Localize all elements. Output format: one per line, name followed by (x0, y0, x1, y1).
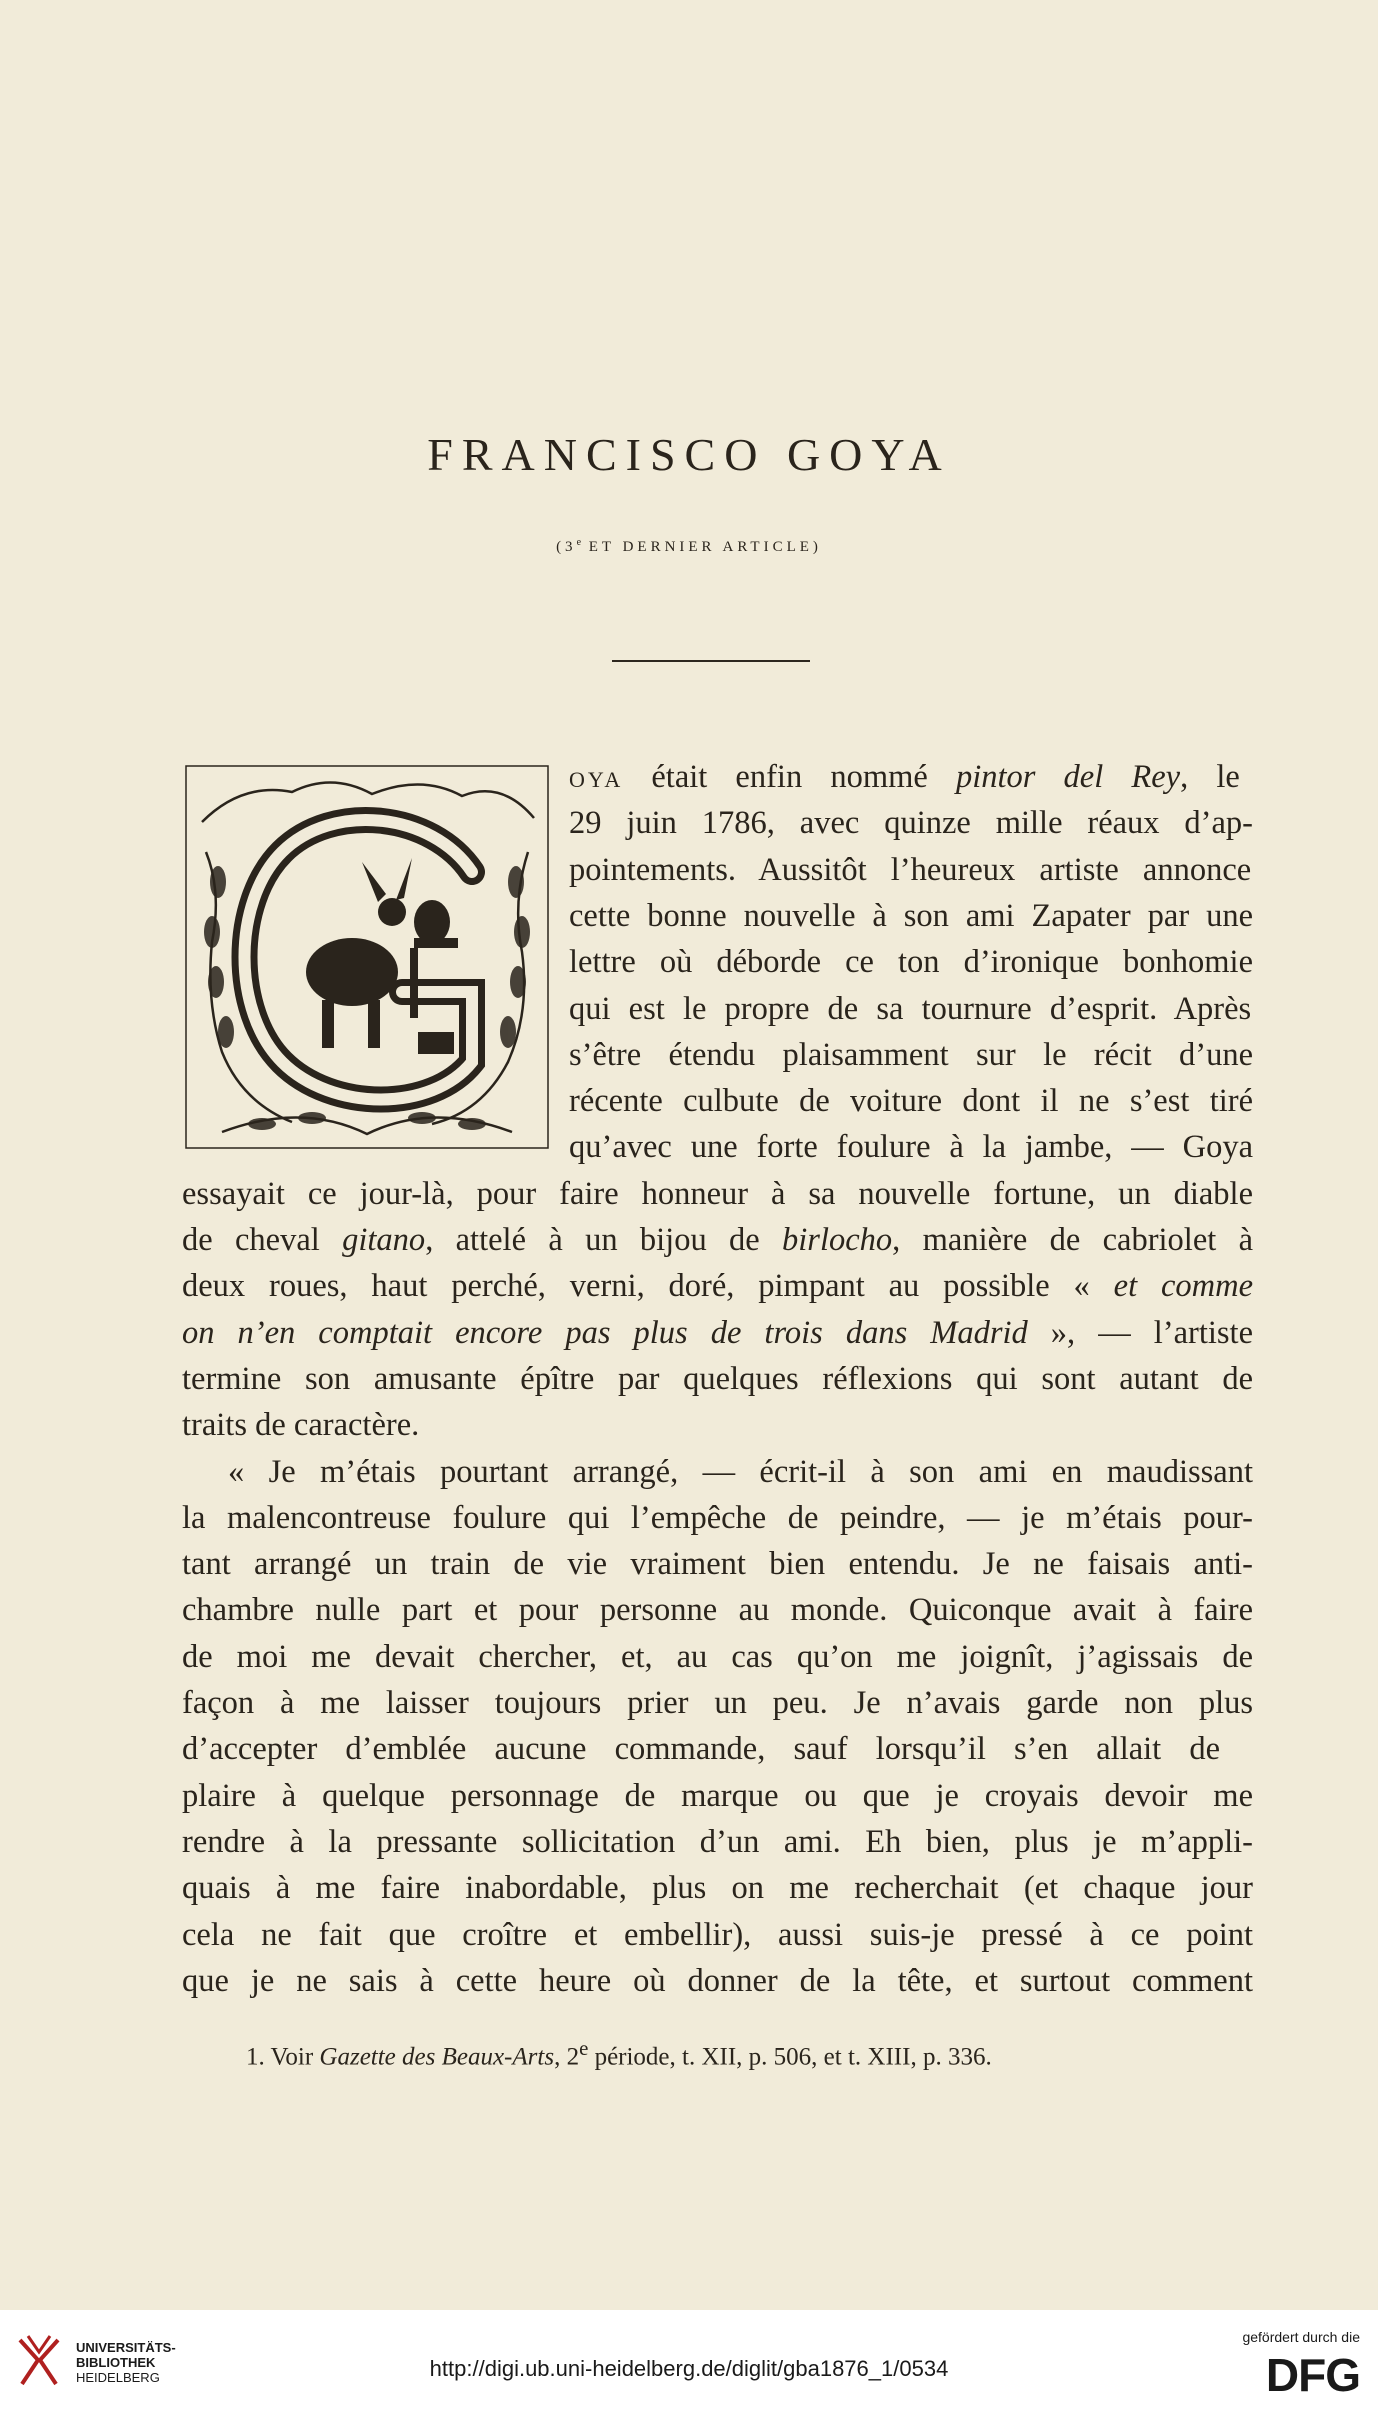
body-line (182, 1916, 1253, 1953)
body-line (182, 1360, 1253, 1397)
body-segment: qu’avec une forte foulure à la jambe, — Goya (569, 1129, 1253, 1166)
body-segment: façon à me laisser toujours prier un peu. Je n’avais garde non plus (182, 1685, 1253, 1721)
body-line (182, 1777, 1253, 1814)
body-segment: chambre nulle part et pour personne au monde. Quiconque avait à faire (182, 1592, 1253, 1629)
body-segment: traits de caractère. (182, 1407, 420, 1444)
body-segment: cela ne fait que croître et embellir), aussi suis-je pressé à ce point (182, 1916, 1253, 1953)
footnote (246, 2036, 992, 2071)
body-segment: birlocho (782, 1222, 893, 1258)
body-line (182, 1314, 1254, 1351)
body-segment: on n’en comptait encore pas plus de trois dans Madrid (182, 1314, 1028, 1351)
body-line (228, 1453, 1253, 1490)
footnote-text-before: Voir (264, 2043, 320, 2071)
body-segment: , attelé à un bijou de (425, 1222, 783, 1258)
body-line (182, 1872, 1253, 1905)
body-line (182, 1175, 1253, 1212)
body-line (182, 1499, 1253, 1536)
body-segment: s’être étendu plaisamment sur le récit d’une (569, 1036, 1253, 1073)
body-segment: rendre à la pressante sollicitation d’un ami. Eh bien, plus je m’appli- (182, 1823, 1253, 1860)
body-line (569, 1085, 1253, 1118)
footnote-number: 1. (246, 2043, 265, 2071)
body-segment: « Je m’étais pourtant arrangé, — écrit-il à son ami en maudissant (228, 1453, 1253, 1490)
title-separator-rule (612, 660, 810, 662)
subtitle-open: (3 (556, 539, 577, 555)
body-segment: la malencontreuse foulure qui l’empêche de peindre, — je m’étais pour- (182, 1499, 1253, 1536)
subtitle-rest: ET DERNIER ARTICLE) (581, 539, 822, 555)
body-line (569, 990, 1253, 1027)
body-line (182, 1409, 1253, 1442)
permalink-url[interactable]: http://digi.ub.uni-heidelberg.de/diglit/gba1876_1/0534 (429, 2356, 949, 2381)
body-line (569, 1131, 1253, 1164)
footnote-text-end: période, t. XII, p. 506, et t. XIII, p. 336. (588, 2043, 992, 2071)
ornate-initial-g-illustration (182, 762, 552, 1152)
body-segment: lettre où déborde ce ton d’ironique bonhomie (569, 944, 1253, 981)
body-line (182, 1823, 1253, 1860)
body-line (182, 1638, 1253, 1675)
body-segment: termine son amusante épître par quelques réflexions qui sont autant de (182, 1360, 1253, 1397)
body-segment: quais à me faire inabordable, plus on me recherchait (et chaque jour (182, 1870, 1253, 1907)
body-segment: , manière de cabriolet à (892, 1222, 1254, 1258)
article-subtitle (0, 537, 1378, 556)
subtitle-superscript: e (576, 537, 582, 548)
body-line (182, 1270, 1253, 1303)
body-segment: tant arrangé un train de vie vraiment bien entendu. Je ne faisais anti- (182, 1546, 1253, 1583)
body-line (182, 1733, 1253, 1766)
footnote-superscript: e (579, 2036, 589, 2060)
body-line (569, 851, 1253, 888)
body-segment: 29 juin 1786, avec quinze mille réaux d’ap- (569, 805, 1253, 842)
body-segment: qui est le propre de sa tournure d’esprit. Après (569, 990, 1252, 1027)
body-segment: », — l’artiste (1027, 1314, 1254, 1351)
body-line (569, 761, 1253, 794)
body-line (182, 1548, 1253, 1581)
library-line-2: BIBLIOTHEK (76, 2355, 156, 2370)
body-segment: essayait ce jour-là, pour faire honneur à sa nouvelle fortune, un diable (182, 1175, 1253, 1212)
body-segment: de moi me devait chercher, et, au cas qu’on me joignît, j’agissais de (182, 1638, 1253, 1675)
body-line (569, 946, 1253, 979)
body-segment: de cheval (182, 1222, 343, 1258)
library-line-1: UNIVERSITÄTS- (76, 2340, 176, 2355)
body-line (182, 1687, 1253, 1720)
body-segment: que je ne sais à cette heure où donner de la tête, et surtout comment (182, 1962, 1253, 1999)
body-line (569, 1036, 1253, 1073)
library-line-3: HEIDELBERG (76, 2370, 160, 2385)
body-segment: était enfin nommé (623, 759, 956, 795)
body-segment: plaire à quelque personnage de marque ou que je croyais devoir me (182, 1777, 1253, 1814)
footnote-text-after: , 2 (554, 2043, 580, 2071)
body-segment: gitano (342, 1222, 426, 1258)
body-line (182, 1224, 1253, 1257)
body-segment: récente culbute de voiture dont il ne s’est tiré (569, 1083, 1253, 1120)
body-line (569, 807, 1253, 840)
body-segment: cette bonne nouvelle à son ami Zapater par une (569, 897, 1253, 934)
body-segment: pintor del Rey (955, 759, 1181, 795)
body-segment: et comme (1113, 1268, 1254, 1305)
dfg-logo: DFG (1265, 2349, 1360, 2401)
body-segment: , le (1180, 759, 1240, 795)
body-segment: OYA (569, 767, 624, 792)
body-segment: d’accepter d’emblée aucune commande, sauf lorsqu’il s’en allait de (182, 1731, 1221, 1768)
body-line (182, 1962, 1253, 1999)
body-line (182, 1594, 1253, 1627)
footnote-journal: Gazette des Beaux-Arts (319, 2043, 555, 2071)
body-segment: deux roues, haut perché, verni, doré, pimpant au possible « (182, 1268, 1114, 1305)
funder-label: gefördert durch die (1242, 2329, 1360, 2345)
body-segment: pointements. Aussitôt l’heureux artiste annonce (569, 851, 1252, 888)
article-title: FRANCISCO GOYA (427, 429, 951, 480)
body-line (569, 897, 1253, 934)
